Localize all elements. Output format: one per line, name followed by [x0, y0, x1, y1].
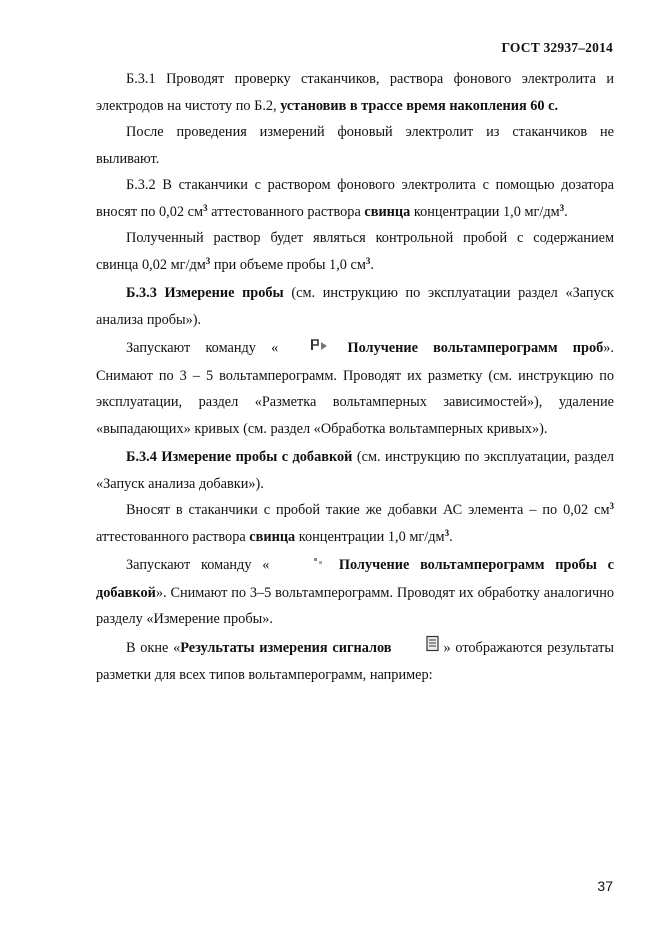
text: В окне « — [126, 639, 181, 656]
page-number: 37 — [597, 878, 613, 894]
text: ». Снимают по 3–5 вольтамперограмм. Проводят их обработку аналогично разделу «Измерение пробы». — [96, 584, 614, 627]
text: . — [370, 256, 374, 273]
paragraph-run-command — [96, 335, 614, 442]
run-sample-icon — [280, 336, 330, 363]
run-addition-icon — [282, 553, 326, 580]
bold-text: свинца — [249, 528, 296, 545]
paragraph-run-addition — [96, 552, 614, 633]
paragraph-b32 — [96, 172, 614, 225]
bold-text: Получение вольтамперограмм пробы с добавкой — [96, 557, 614, 601]
text: ». Снимают по 3 – 5 вольтамперограмм. Проводят их разметку (см. инструкцию по эксплуатации, раздел «Разметка вольтамперных зависимостей»), удаление «выпадающих» кривых (см. раздел «Обработка вольтамперных кривых»). — [96, 340, 614, 437]
text: Б.3.1 Проводят проверку стаканчиков, раствора фонового электролита и электродов на чистоту по Б.2, — [96, 71, 614, 114]
paragraph-control-sample — [96, 225, 614, 278]
paragraph-add-standard — [96, 497, 614, 550]
superscript: 3 — [365, 255, 371, 266]
paragraph-b31 — [96, 66, 614, 119]
bold-text: свинца — [364, 203, 411, 220]
bold-text: Получение вольтамперограмм проб — [332, 340, 604, 356]
paragraph-b33 — [96, 280, 614, 333]
text: Запускают команду « — [126, 340, 279, 356]
superscript: 3 — [205, 255, 211, 266]
paragraph-b34 — [96, 444, 614, 497]
bold-text: Б.3.4 Измерение пробы с добавкой — [126, 449, 353, 465]
text: концентрации 1,0 мг/дм — [295, 528, 445, 545]
text: Полученный раствор будет являться контрольной пробой с содержанием свинца 0,02 мг/дм — [96, 230, 614, 273]
bold-text: Б.3.3 Измерение пробы — [126, 285, 284, 301]
text: Запускают команду « — [126, 557, 281, 573]
superscript: 3 — [444, 527, 450, 538]
text: аттестованного раствора — [207, 203, 365, 220]
text: при объеме пробы 1,0 см — [210, 256, 366, 273]
text: (см. инструкцию по эксплуатации, раздел «Запуск анализа добавки»). — [96, 449, 614, 492]
superscript: 3 — [203, 202, 208, 213]
paragraph-electrolyte-note — [96, 119, 614, 172]
superscript: 3 — [609, 501, 614, 511]
results-window-icon — [394, 635, 442, 663]
text: После проведения измерений фоновый электролит из стаканчиков не выливают. — [96, 124, 614, 167]
text: » отображаются результаты разметки для всех типов вольтамперограмм, например: — [96, 639, 614, 683]
superscript: 3 — [559, 202, 565, 213]
text: (см. инструкцию по эксплуатации раздел «Запуск анализа пробы»). — [96, 285, 615, 328]
text: . — [564, 203, 568, 220]
bold-text: Результаты измерения сигналов — [180, 639, 392, 656]
document-body — [96, 66, 614, 689]
text: Б.3.2 В стаканчики с раствором фонового электролита с помощью дозатора вносят по 0,02 см — [96, 177, 614, 220]
text: Вносят в стаканчики с пробой такие же добавки АС элемента – по 0,02 см — [126, 502, 610, 518]
text: аттестованного раствора — [96, 528, 250, 545]
text: концентрации 1,0 мг/дм — [410, 203, 560, 220]
text: . — [449, 528, 453, 545]
document-code: ГОСТ 32937–2014 — [501, 40, 613, 55]
paragraph-results-window — [96, 635, 614, 689]
bold-text: установив в трассе время накопления 60 с. — [280, 97, 559, 114]
